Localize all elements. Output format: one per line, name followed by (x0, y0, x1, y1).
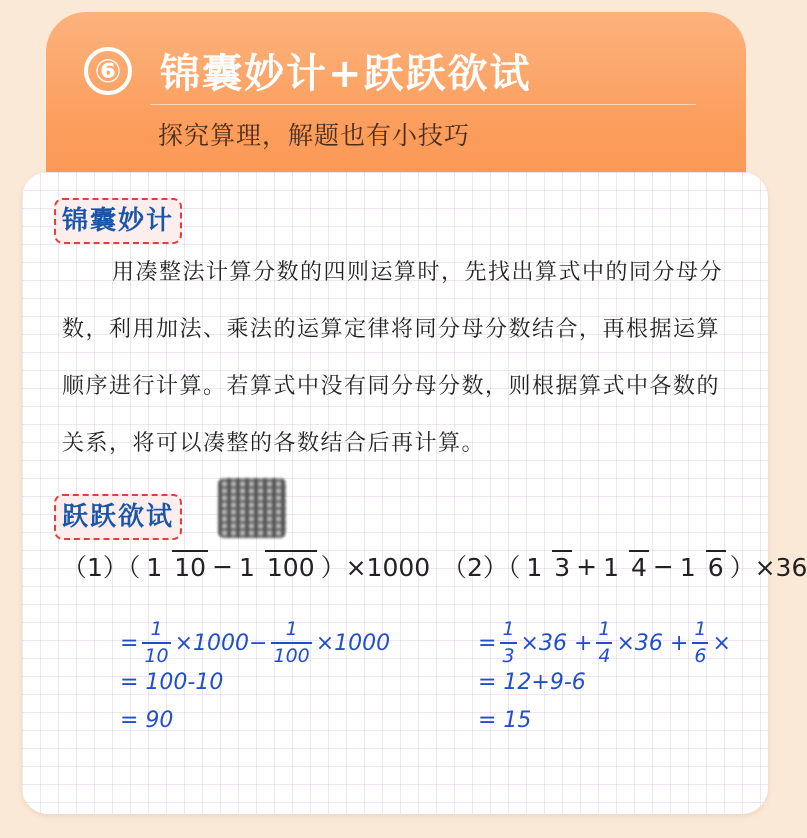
practice-tag: 跃跃欲试 (54, 494, 182, 540)
tips-line: 数，利用加法、乘法的运算定律将同分母分数结合，再根据运算 (62, 317, 721, 342)
denominator: 3 (552, 550, 572, 580)
content-card (22, 172, 807, 814)
fraction (524, 550, 572, 583)
denominator: 10 (172, 550, 208, 580)
operator: + (576, 551, 598, 581)
denominator: 3 (500, 642, 516, 666)
solution-text: × (712, 630, 731, 656)
solution-2-step-3: = 15 (478, 708, 532, 733)
solution-text: ×36 + (616, 630, 689, 656)
denominator: 100 (265, 550, 317, 580)
tips-line: 关系，将可以凑整的各数结合后再计算。 (62, 431, 486, 456)
operator: − (212, 551, 234, 581)
numerator: 1 (502, 618, 515, 640)
denominator: 100 (271, 642, 311, 666)
denominator: 6 (692, 642, 708, 666)
fraction (237, 550, 317, 583)
tips-tag: 锦囊妙计 (54, 198, 182, 244)
numerator: 1 (694, 618, 707, 640)
denominator: 6 (706, 550, 726, 580)
problem-2-label: （2）（ (442, 553, 521, 582)
fraction (692, 620, 708, 666)
problem-2-tail: ）×36 (729, 553, 807, 582)
solution-text: ×1000 (315, 630, 391, 656)
numerator: 1 (526, 552, 543, 582)
numerator: 1 (150, 618, 163, 640)
solution-2-step-2: = 12+9-6 (478, 670, 586, 695)
equals-sign: = (478, 630, 497, 656)
fraction (678, 550, 726, 583)
solution-2-step-1 (478, 620, 731, 666)
solution-1-step-2: = 100-10 (120, 670, 224, 695)
numerator: 1 (285, 618, 298, 640)
solution-text: ×1000− (174, 630, 268, 656)
equals-sign: = (120, 630, 139, 656)
denominator: 4 (629, 550, 649, 580)
section-number-badge: ⑥ (84, 47, 132, 95)
numerator: 1 (598, 618, 611, 640)
numerator: 1 (603, 552, 620, 582)
solution-1-step-3: = 90 (120, 708, 174, 733)
solution-text: ×36 + (520, 630, 593, 656)
fraction (500, 620, 516, 666)
tips-paragraph (62, 256, 782, 484)
denominator: 10 (142, 642, 170, 666)
operator: − (652, 551, 674, 581)
tips-line: 顺序进行计算。若算式中没有同分母分数，则根据算式中各数的 (62, 374, 721, 399)
fraction (142, 620, 170, 666)
problem-1 (62, 548, 430, 584)
numerator: 1 (239, 552, 255, 582)
solution-1-step-1 (120, 620, 390, 666)
problem-2 (442, 548, 807, 584)
qr-code-icon[interactable] (218, 478, 286, 538)
section-subtitle: 探究算理，解题也有小技巧 (158, 121, 471, 150)
section-title: 锦囊妙计+跃跃欲试 (160, 51, 532, 97)
fraction (271, 620, 311, 666)
numerator: 1 (679, 552, 696, 582)
fraction (596, 620, 612, 666)
tips-line: 用凑整法计算分数的四则运算时，先找出算式中的同分母分 (112, 260, 724, 285)
problem-1-label: （1）（ (62, 553, 141, 582)
fraction (601, 550, 649, 583)
denominator: 4 (596, 642, 612, 666)
title-divider (150, 104, 696, 105)
numerator: 1 (146, 552, 163, 582)
fraction (144, 550, 208, 583)
problem-1-tail: ）×1000 (320, 553, 431, 582)
